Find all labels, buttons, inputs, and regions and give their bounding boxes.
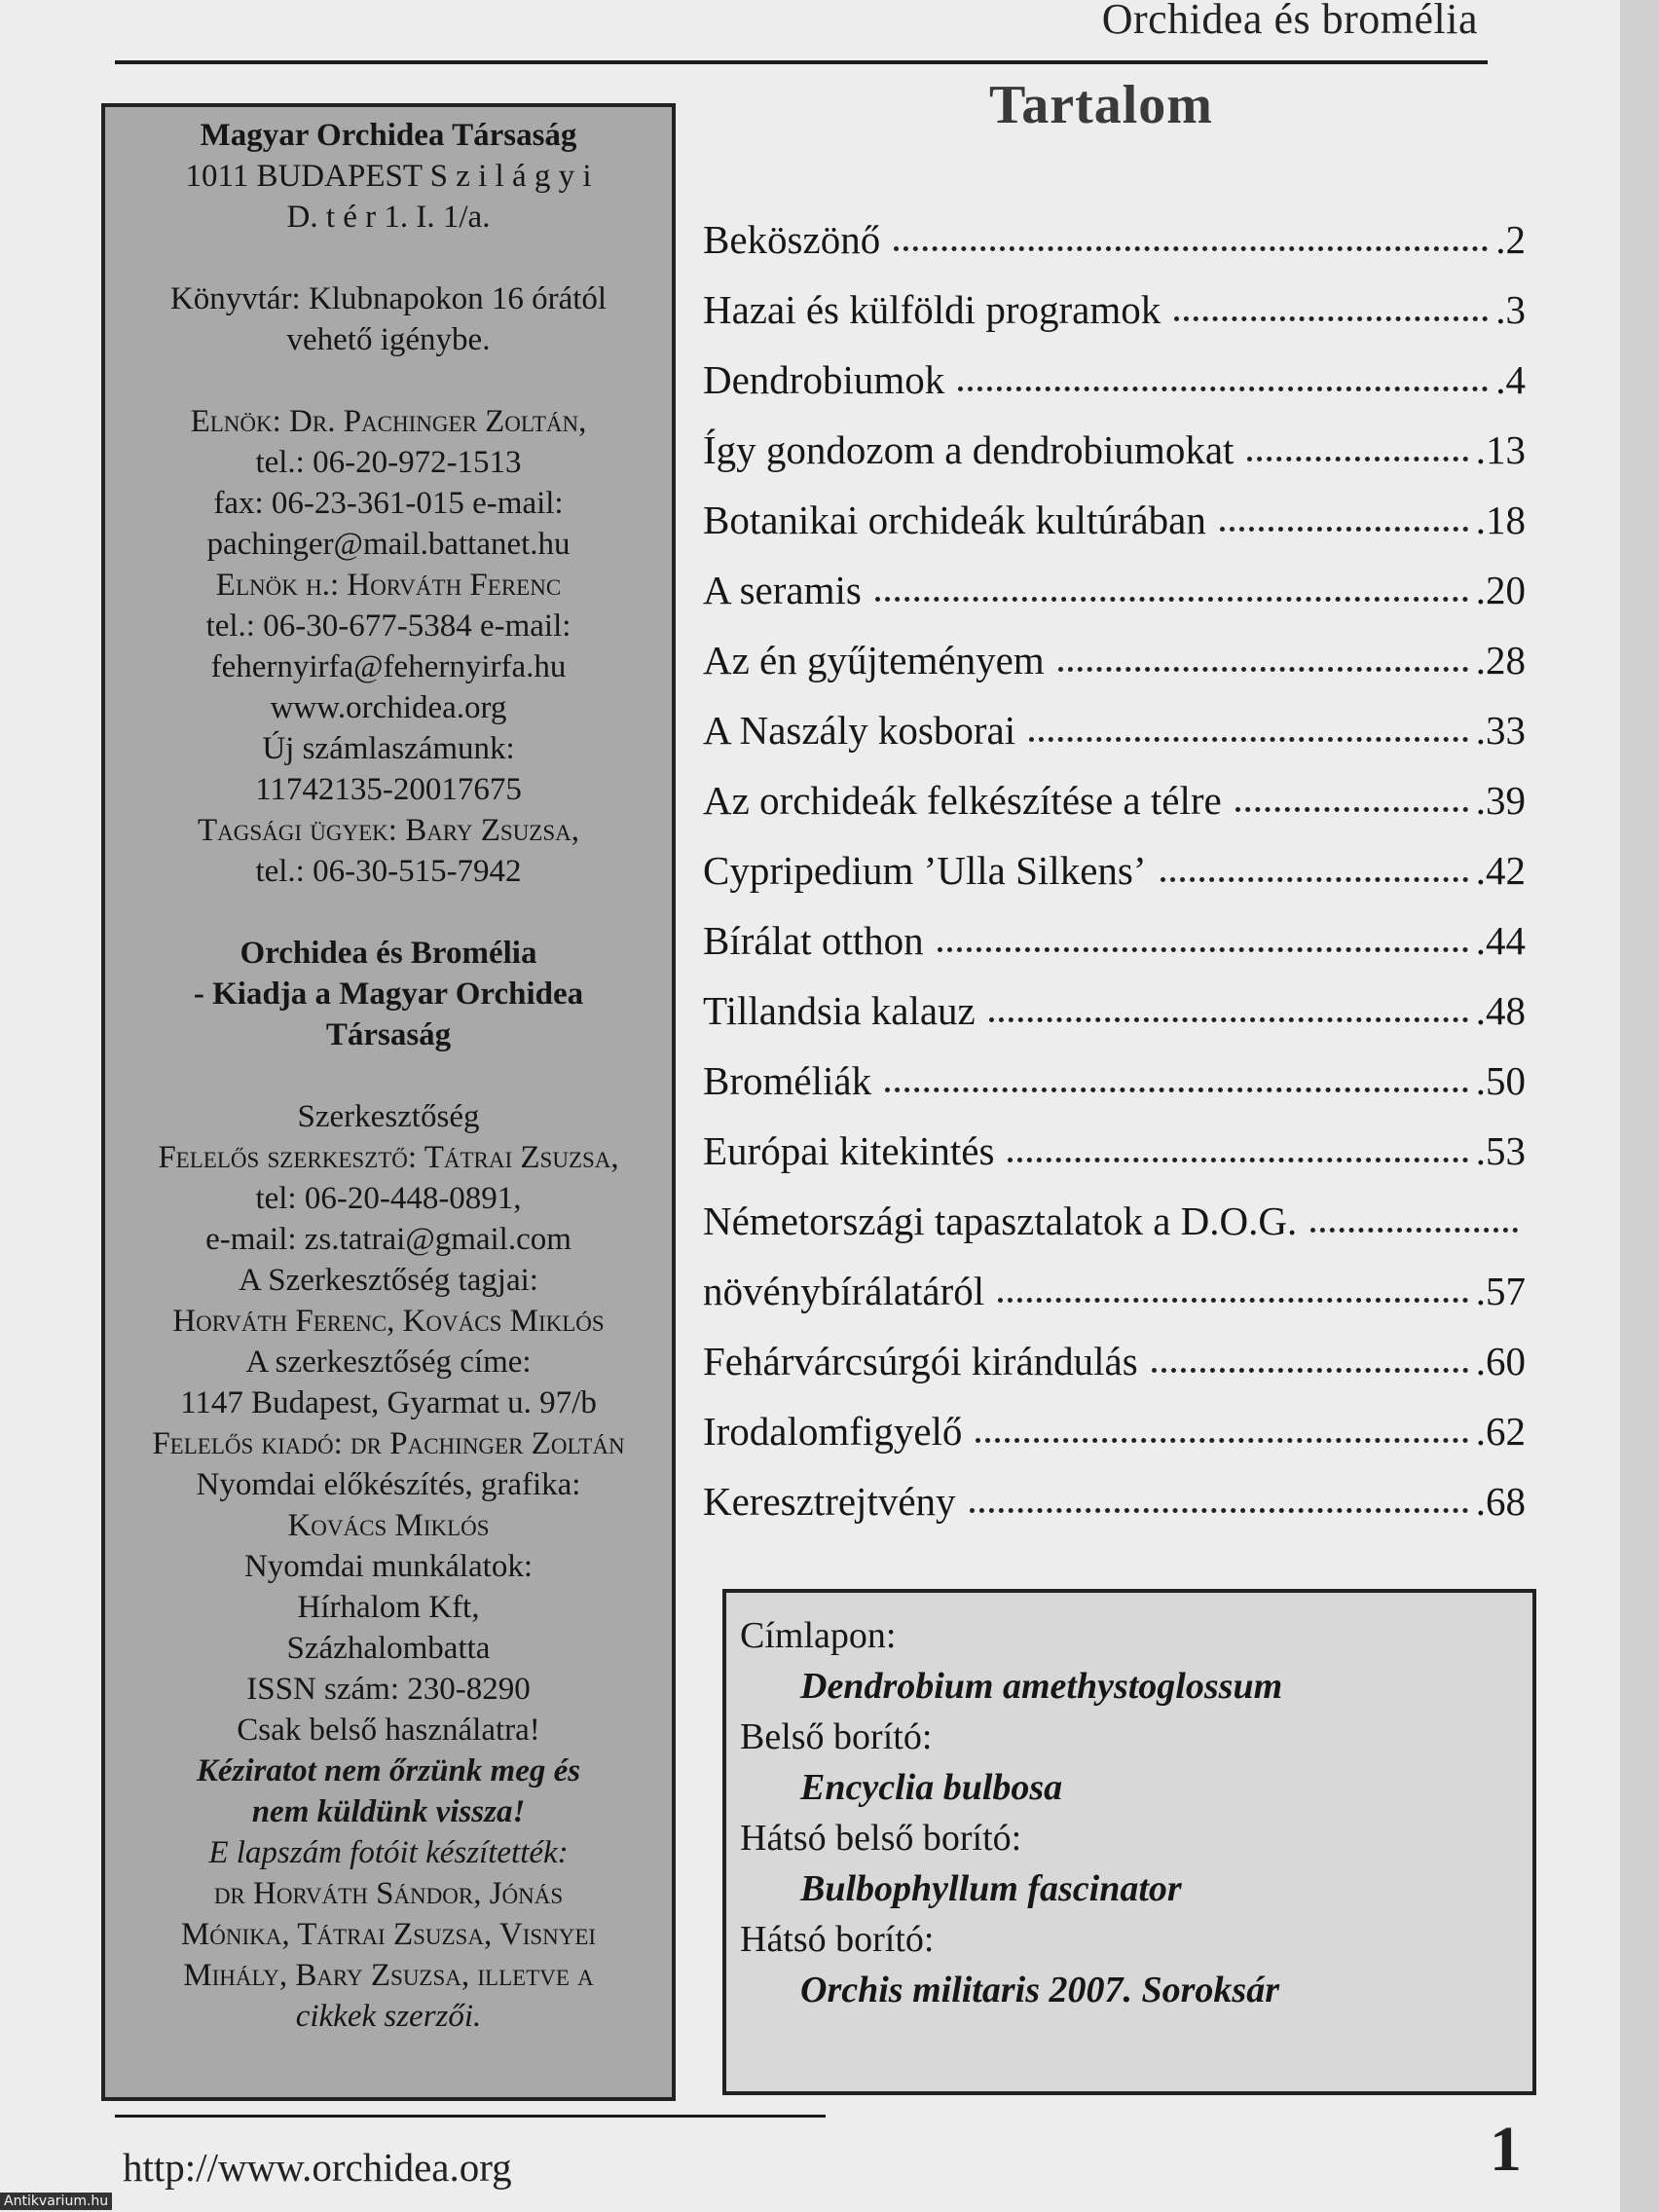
spacer bbox=[105, 1055, 672, 1096]
info-line: Hírhalom Kft, bbox=[297, 1590, 480, 1625]
info-line: Mónika, Tátrai Zsuzsa, Visnyei bbox=[180, 1917, 597, 1952]
info-line: Nyomdai előkészítés, grafika: bbox=[196, 1467, 581, 1502]
toc-leader-dots bbox=[875, 593, 1468, 602]
toc-leader-dots bbox=[1235, 803, 1468, 812]
toc-leader-dots bbox=[1058, 663, 1468, 672]
info-line: tel.: 06-30-677-5384 e-mail: bbox=[205, 608, 571, 644]
info-line: Elnök h.: Horváth Ferenc bbox=[215, 568, 562, 603]
toc-entry-page: .62 bbox=[1475, 1409, 1526, 1454]
toc-entry[interactable] bbox=[703, 1478, 1526, 1548]
info-line: Orchidea és Bromélia bbox=[240, 936, 537, 971]
toc-leader-dots bbox=[1220, 523, 1468, 532]
toc-entry-page: .3 bbox=[1495, 287, 1526, 332]
toc-entry-page: .28 bbox=[1475, 638, 1526, 682]
toc-entry-page: .13 bbox=[1475, 427, 1526, 472]
toc-entry-page: .50 bbox=[1475, 1058, 1526, 1103]
toc-entry-title: Beköszönő bbox=[703, 217, 881, 262]
info-line: Társaság bbox=[325, 1017, 452, 1052]
toc-entry[interactable] bbox=[703, 1338, 1526, 1408]
info-line: A Szerkesztőség tagjai: bbox=[239, 1263, 538, 1298]
toc-entry-page: .53 bbox=[1475, 1128, 1526, 1173]
toc-leader-dots bbox=[885, 1084, 1468, 1092]
info-line: fehernyirfa@fehernyirfa.hu bbox=[210, 649, 567, 684]
toc-entry[interactable] bbox=[703, 426, 1526, 497]
toc-title: Tartalom bbox=[989, 75, 1213, 135]
toc-entry-page: .68 bbox=[1475, 1479, 1526, 1524]
society-info-box bbox=[101, 103, 676, 2101]
toc-entry[interactable] bbox=[703, 777, 1526, 847]
cover-credit-species: Bulbophyllum fascinator bbox=[800, 1868, 1182, 1909]
toc-leader-dots bbox=[894, 242, 1488, 251]
cover-credit-label: Hátsó borító: bbox=[740, 1919, 935, 1960]
info-line: Kovács Miklós bbox=[287, 1508, 490, 1543]
cover-credit-species: Orchis militaris 2007. Soroksár bbox=[800, 1970, 1279, 2010]
toc-leader-dots bbox=[958, 383, 1488, 391]
toc-leader-dots bbox=[998, 1294, 1468, 1303]
info-line: pachinger@mail.battanet.hu bbox=[206, 527, 571, 562]
toc-leader-dots bbox=[989, 1014, 1468, 1022]
page-edge bbox=[1620, 0, 1659, 2212]
info-line: Mihály, Bary Zsuzsa, illetve a bbox=[183, 1958, 594, 1993]
toc-entry-title: Broméliák bbox=[703, 1058, 872, 1103]
info-line: Csak belső használatra! bbox=[237, 1713, 540, 1748]
toc-entry-page: .57 bbox=[1475, 1269, 1526, 1313]
toc-entry-title: Bírálat otthon bbox=[703, 918, 924, 963]
cover-credit-label: Belső borító: bbox=[740, 1716, 933, 1757]
toc-leader-dots bbox=[976, 1434, 1467, 1443]
toc-entry-title: Így gondozom a dendrobiumokat bbox=[703, 427, 1235, 472]
info-line: ISSN szám: 230-8290 bbox=[246, 1672, 531, 1707]
toc-entry[interactable] bbox=[703, 847, 1526, 917]
toc-entry[interactable] bbox=[703, 567, 1526, 637]
info-line: tel.: 06-30-515-7942 bbox=[255, 854, 522, 889]
info-line: Új számlaszámunk: bbox=[262, 731, 515, 766]
cover-credit-species: Encyclia bulbosa bbox=[800, 1767, 1063, 1808]
table-of-contents bbox=[703, 216, 1526, 1548]
toc-entry-page: .39 bbox=[1475, 778, 1526, 823]
toc-entry-title: Az én gyűjteményem bbox=[703, 638, 1045, 682]
toc-entry[interactable] bbox=[703, 497, 1526, 567]
toc-entry-title: Keresztrejtvény bbox=[703, 1479, 956, 1524]
watermark: Antikvarium.hu bbox=[0, 2193, 112, 2210]
toc-entry[interactable] bbox=[703, 637, 1526, 707]
spacer bbox=[105, 892, 672, 933]
info-line: 1147 Budapest, Gyarmat u. 97/b bbox=[180, 1385, 597, 1420]
cover-credit-species: Dendrobium amethystoglossum bbox=[800, 1666, 1283, 1707]
toc-leader-dots bbox=[1161, 873, 1468, 882]
toc-leader-dots bbox=[938, 943, 1468, 952]
toc-entry-title: Botanikai orchideák kultúrában bbox=[703, 498, 1206, 542]
toc-entry[interactable] bbox=[703, 356, 1526, 426]
info-line: Nyomdai munkálatok: bbox=[243, 1549, 534, 1584]
toc-entry-page: .4 bbox=[1495, 357, 1526, 402]
running-header: Orchidea és bromélia bbox=[1101, 0, 1478, 43]
info-line: tel: 06-20-448-0891, bbox=[255, 1181, 522, 1216]
info-line: Felelős szerkesztő: Tátrai Zsuzsa, bbox=[158, 1140, 619, 1175]
info-line: Tagsági ügyek: Bary Zsuzsa, bbox=[197, 813, 580, 848]
info-line: Magyar Orchidea Társaság bbox=[200, 118, 577, 153]
toc-entry-title: A Naszály kosborai bbox=[703, 708, 1016, 753]
toc-leader-dots bbox=[1247, 453, 1467, 461]
toc-entry-page: .44 bbox=[1475, 918, 1526, 963]
cover-credit-label: Hátsó belső borító: bbox=[740, 1818, 1022, 1859]
info-line: 1011 BUDAPEST S z i l á g y i bbox=[185, 159, 592, 194]
info-line: Horváth Ferenc, Kovács Miklós bbox=[172, 1304, 605, 1339]
info-line: Kéziratot nem őrzünk meg és bbox=[196, 1753, 581, 1788]
bottom-rule bbox=[115, 2115, 826, 2118]
toc-entry-title: Európai kitekintés bbox=[703, 1128, 995, 1173]
toc-entry[interactable] bbox=[703, 216, 1526, 286]
toc-entry[interactable] bbox=[703, 1268, 1526, 1338]
info-line: cikkek szerzői. bbox=[295, 1999, 482, 2034]
toc-entry[interactable] bbox=[703, 987, 1526, 1057]
toc-entry-page: .18 bbox=[1475, 498, 1526, 542]
toc-entry-page: .60 bbox=[1475, 1339, 1526, 1383]
info-line: tel.: 06-20-972-1513 bbox=[255, 445, 522, 480]
info-line: Elnök: Dr. Pachinger Zoltán, bbox=[190, 404, 587, 439]
toc-entry[interactable] bbox=[703, 1408, 1526, 1478]
top-rule bbox=[115, 60, 1488, 64]
info-line: www.orchidea.org bbox=[270, 690, 507, 725]
toc-leader-dots bbox=[1310, 1224, 1518, 1233]
toc-leader-dots bbox=[970, 1504, 1468, 1513]
toc-entry[interactable] bbox=[703, 1198, 1526, 1268]
info-line: dr Horváth Sándor, Jónás bbox=[213, 1876, 564, 1911]
info-line: Felelős kiadó: dr Pachinger Zoltán bbox=[152, 1426, 625, 1461]
info-line: A szerkesztőség címe: bbox=[245, 1345, 532, 1380]
toc-entry-title: növénybírálatáról bbox=[703, 1269, 985, 1313]
toc-leader-dots bbox=[1008, 1154, 1467, 1162]
toc-leader-dots bbox=[1152, 1364, 1468, 1373]
toc-entry-title: A seramis bbox=[703, 568, 862, 612]
toc-entry-title: Hazai és külföldi programok bbox=[703, 287, 1161, 332]
toc-entry[interactable] bbox=[703, 1127, 1526, 1198]
toc-entry-title: Németországi tapasztalatok a D.O.G. bbox=[703, 1198, 1298, 1243]
cover-credits-box bbox=[722, 1589, 1536, 2095]
toc-entry[interactable] bbox=[703, 707, 1526, 777]
info-line: - Kiadja a Magyar Orchidea bbox=[193, 977, 584, 1012]
info-line: Százhalombatta bbox=[286, 1631, 491, 1666]
toc-entry-page: .2 bbox=[1495, 217, 1526, 262]
info-line: e-mail: zs.tatrai@gmail.com bbox=[205, 1222, 571, 1257]
spacer bbox=[105, 360, 672, 401]
toc-entry[interactable] bbox=[703, 286, 1526, 356]
info-line: 11742135-20017675 bbox=[255, 772, 522, 807]
toc-entry-page: .20 bbox=[1475, 568, 1526, 612]
toc-leader-dots bbox=[1174, 313, 1488, 321]
footer-url[interactable]: http://www.orchidea.org bbox=[123, 2145, 512, 2190]
toc-entry[interactable] bbox=[703, 917, 1526, 987]
toc-entry-page: .33 bbox=[1475, 708, 1526, 753]
info-line: D. t é r 1. I. 1/a. bbox=[286, 200, 491, 235]
spacer bbox=[105, 238, 672, 278]
toc-entry-page: .48 bbox=[1475, 988, 1526, 1033]
toc-entry-title: Tillandsia kalauz bbox=[703, 988, 976, 1033]
page-number: 1 bbox=[1490, 2114, 1522, 2185]
toc-entry-page: .42 bbox=[1475, 848, 1526, 893]
toc-entry-title: Dendrobiumok bbox=[703, 357, 945, 402]
info-line: Szerkesztőség bbox=[297, 1099, 480, 1134]
toc-entry-title: Az orchideák felkészítése a télre bbox=[703, 778, 1222, 823]
toc-leader-dots bbox=[1029, 733, 1468, 742]
info-line: Könyvtár: Klubnapokon 16 órától bbox=[169, 281, 608, 316]
info-line: nem küldünk vissza! bbox=[251, 1794, 526, 1829]
info-line: vehető igénybe. bbox=[286, 322, 491, 357]
toc-entry-title: Cypripedium ’Ulla Silkens’ bbox=[703, 848, 1147, 893]
toc-entry-title: Irodalomfigyelő bbox=[703, 1409, 963, 1454]
info-line: E lapszám fotóit készítették: bbox=[208, 1835, 569, 1870]
toc-entry[interactable] bbox=[703, 1057, 1526, 1127]
info-line: fax: 06-23-361-015 e-mail: bbox=[213, 486, 564, 521]
toc-entry-title: Fehárvárcsúrgói kirándulás bbox=[703, 1339, 1138, 1383]
cover-credit-label: Címlapon: bbox=[740, 1615, 897, 1656]
